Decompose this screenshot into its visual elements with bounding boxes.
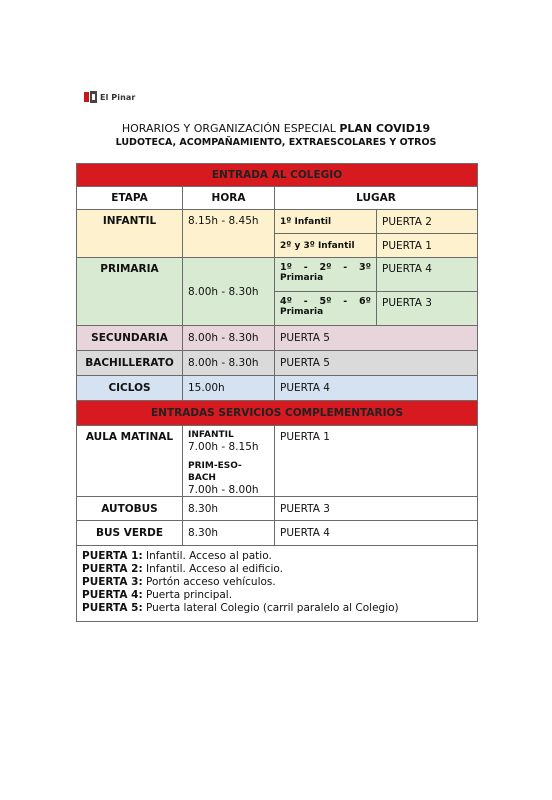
etapa-infantil: INFANTIL bbox=[77, 210, 183, 258]
servicios-header: ENTRADAS SERVICIOS COMPLEMENTARIOS bbox=[77, 401, 478, 426]
lugar-autobus: PUERTA 3 bbox=[275, 497, 478, 521]
lugar-aula-matinal: PUERTA 1 bbox=[275, 426, 478, 497]
logo-text: El Pinar bbox=[100, 92, 136, 102]
lugar-bus-verde: PUERTA 4 bbox=[275, 521, 478, 546]
grupo-infantil-1: 1º Infantil bbox=[275, 210, 377, 234]
puerta-primaria-1: PUERTA 4 bbox=[377, 258, 478, 292]
school-logo bbox=[84, 90, 135, 104]
hora-aula-matinal bbox=[183, 426, 275, 497]
grupo-primaria-1: 1º - 2º - 3º Primaria bbox=[275, 258, 377, 292]
puerta-infantil-1: PUERTA 2 bbox=[377, 210, 478, 234]
document-subtitle: LUDOTECA, ACOMPAÑAMIENTO, EXTRAESCOLARES Y OTROS bbox=[115, 137, 437, 148]
hora-bachillerato: 8.00h - 8.30h bbox=[183, 351, 275, 376]
etapa-aula-matinal: AULA MATINAL bbox=[77, 426, 183, 497]
etapa-bachillerato: BACHILLERATO bbox=[77, 351, 183, 376]
etapa-secundaria: SECUNDARIA bbox=[77, 326, 183, 351]
legend-item: PUERTA 3: Portón acceso vehículos. bbox=[82, 576, 276, 588]
hora-autobus: 8.30h bbox=[183, 497, 275, 521]
puertas-legend bbox=[77, 546, 478, 622]
aula-sub-infantil: INFANTIL bbox=[188, 430, 234, 440]
puerta-primaria-2: PUERTA 3 bbox=[377, 292, 478, 326]
hora-ciclos: 15.00h bbox=[183, 376, 275, 401]
title-normal: HORARIOS Y ORGANIZACIÓN ESPECIAL bbox=[121, 122, 340, 135]
col-hora: HORA bbox=[183, 187, 275, 210]
aula-sub-prim: PRIM-ESO-BACH bbox=[188, 461, 242, 483]
aula-hora-prim: 7.00h - 8.00h bbox=[188, 484, 259, 496]
etapa-ciclos: CICLOS bbox=[77, 376, 183, 401]
aula-hora-infantil: 7.00h - 8.15h bbox=[188, 441, 259, 453]
hora-bus-verde: 8.30h bbox=[183, 521, 275, 546]
document-title bbox=[0, 122, 552, 135]
etapa-bus-verde: BUS VERDE bbox=[77, 521, 183, 546]
lugar-secundaria: PUERTA 5 bbox=[275, 326, 478, 351]
grupo-infantil-2: 2º y 3º Infantil bbox=[275, 234, 377, 258]
etapa-primaria: PRIMARIA bbox=[77, 258, 183, 326]
grupo-primaria-2: 4º - 5º - 6º Primaria bbox=[275, 292, 377, 326]
hora-primaria: 8.00h - 8.30h bbox=[183, 258, 275, 326]
lugar-bachillerato: PUERTA 5 bbox=[275, 351, 478, 376]
lugar-ciclos: PUERTA 4 bbox=[275, 376, 478, 401]
legend-item: PUERTA 5: Puerta lateral Colegio (carril paralelo al Colegio) bbox=[82, 602, 399, 614]
puerta-infantil-2: PUERTA 1 bbox=[377, 234, 478, 258]
hora-secundaria: 8.00h - 8.30h bbox=[183, 326, 275, 351]
logo-icon bbox=[84, 91, 98, 103]
legend-item: PUERTA 1: Infantil. Acceso al patio. bbox=[82, 550, 272, 562]
schedule-table bbox=[76, 163, 478, 622]
title-bold: PLAN COVID19 bbox=[339, 122, 431, 135]
legend-item: PUERTA 2: Infantil. Acceso al edificio. bbox=[82, 563, 284, 575]
col-lugar: LUGAR bbox=[275, 187, 478, 210]
etapa-autobus: AUTOBUS bbox=[77, 497, 183, 521]
hora-infantil: 8.15h - 8.45h bbox=[183, 210, 275, 258]
col-etapa: ETAPA bbox=[77, 187, 183, 210]
legend-item: PUERTA 4: Puerta principal. bbox=[82, 589, 233, 601]
entrada-header: ENTRADA AL COLEGIO bbox=[77, 164, 478, 187]
